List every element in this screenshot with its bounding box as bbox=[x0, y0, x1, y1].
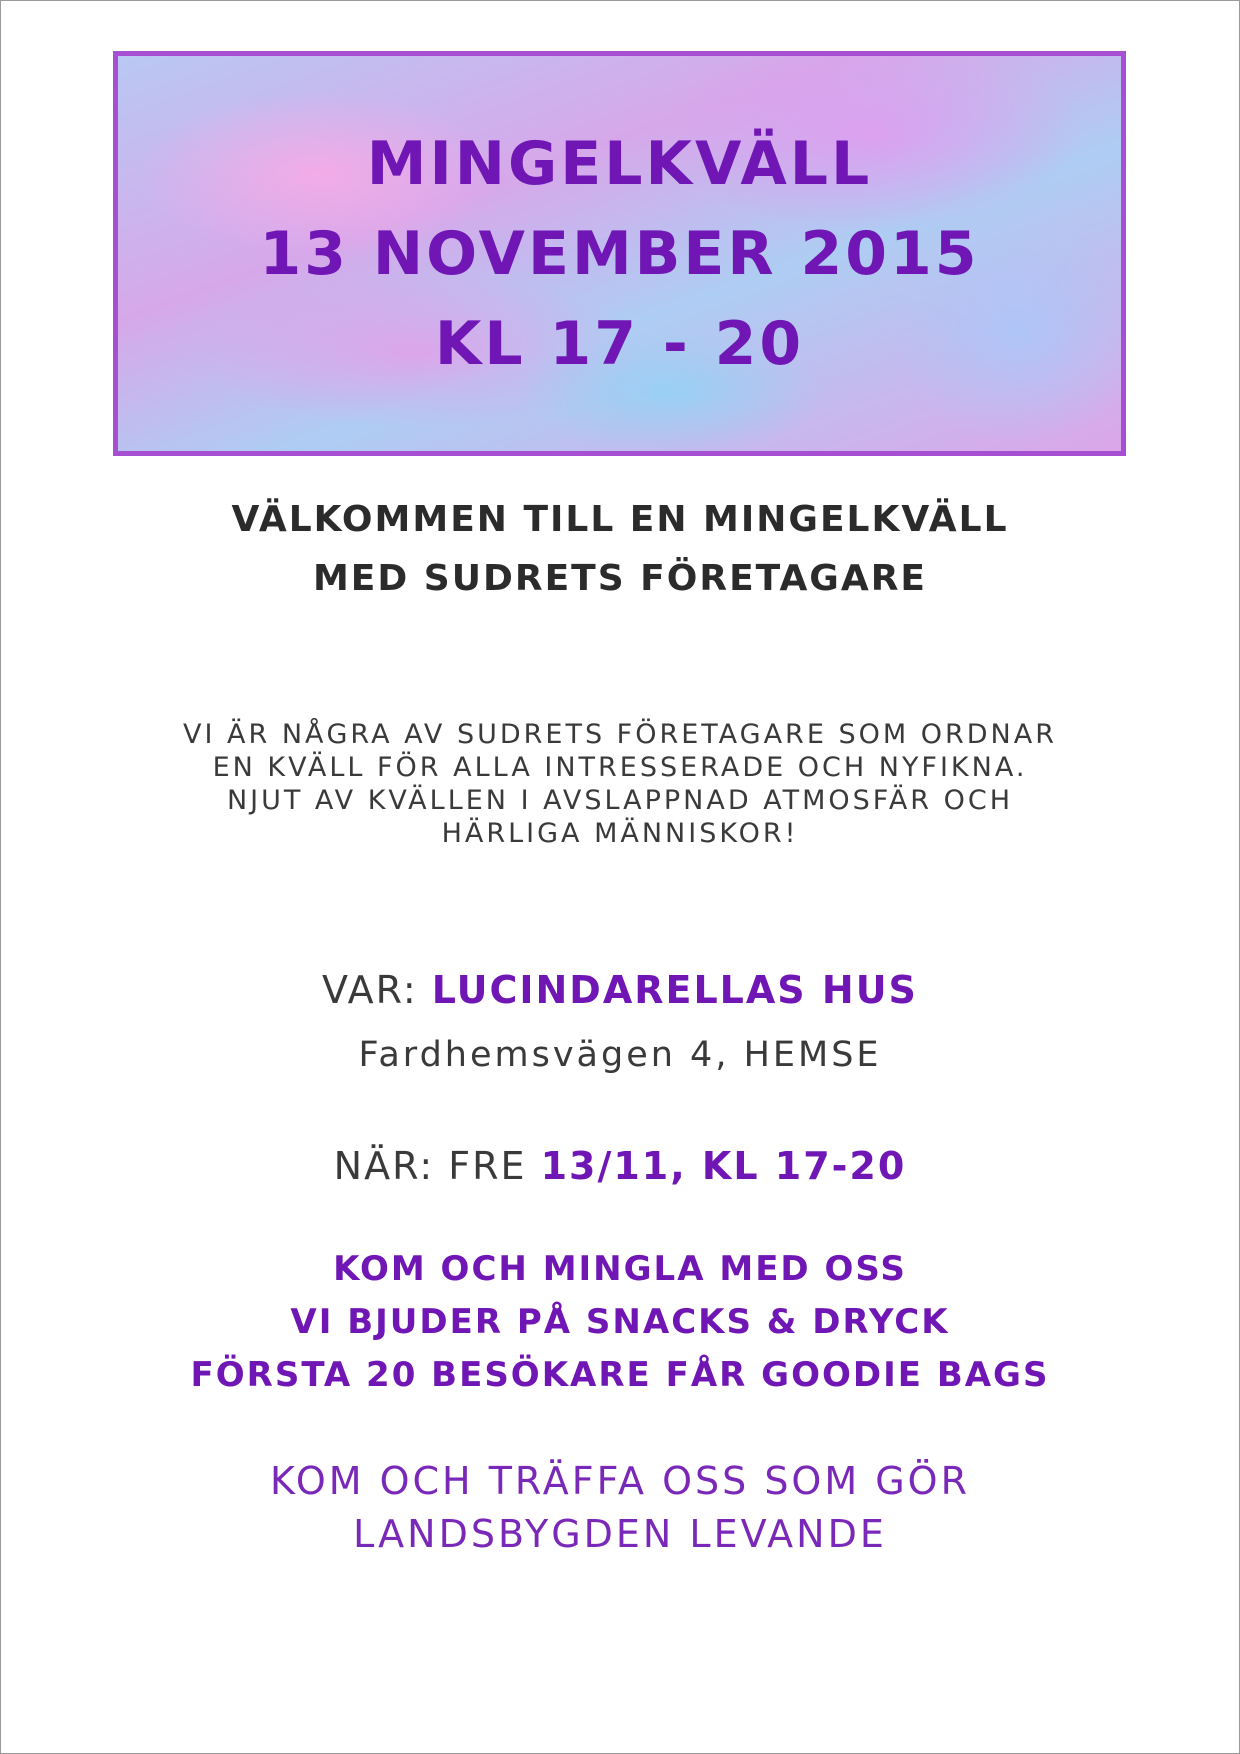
intro-paragraph bbox=[0, 718, 1240, 850]
banner-title: MINGELKVÄLL bbox=[366, 128, 873, 199]
banner-time: KL 17 - 20 bbox=[434, 308, 805, 379]
offers-line-1: KOM OCH MINGLA MED OSS bbox=[333, 1249, 907, 1289]
when-line bbox=[0, 1138, 1240, 1194]
venue-address: Fardhemsvägen 4, HEMSE bbox=[358, 1035, 882, 1075]
welcome-line-1: VÄLKOMMEN TILL EN MINGELKVÄLL bbox=[231, 499, 1009, 540]
when-label: NÄR: FRE bbox=[333, 1144, 527, 1188]
offers-line-3: FÖRSTA 20 BESÖKARE FÅR GOODIE BAGS bbox=[190, 1355, 1050, 1395]
closing-message bbox=[0, 1455, 1240, 1561]
where-line bbox=[0, 965, 1240, 1015]
welcome-line-2: MED SUDRETS FÖRETAGARE bbox=[312, 558, 928, 599]
banner-date: 13 NOVEMBER 2015 bbox=[259, 218, 980, 289]
venue-name: LUCINDARELLAS HUS bbox=[431, 968, 918, 1012]
offers-line-2: VI BJUDER PÅ SNACKS & DRYCK bbox=[290, 1302, 950, 1342]
intro-line-4: HÄRLIGA MÄNNISKOR! bbox=[441, 818, 799, 849]
intro-line-2: EN KVÄLL FÖR ALLA INTRESSERADE OCH NYFIKNA. bbox=[212, 752, 1028, 783]
intro-line-3: NJUT AV KVÄLLEN I AVSLAPPNAD ATMOSFÄR OCH bbox=[226, 785, 1014, 816]
title-banner bbox=[113, 51, 1126, 456]
closing-line-2: LANDSBYGDEN LEVANDE bbox=[353, 1512, 887, 1556]
where-label: VAR: bbox=[322, 968, 418, 1012]
intro-line-1: VI ÄR NÅGRA AV SUDRETS FÖRETAGARE SOM ORDNAR bbox=[183, 719, 1057, 750]
welcome-heading bbox=[0, 490, 1240, 608]
event-datetime: 13/11, KL 17-20 bbox=[540, 1144, 907, 1188]
closing-line-1: KOM OCH TRÄFFA OSS SOM GÖR bbox=[270, 1459, 970, 1503]
offers-block bbox=[0, 1243, 1240, 1402]
